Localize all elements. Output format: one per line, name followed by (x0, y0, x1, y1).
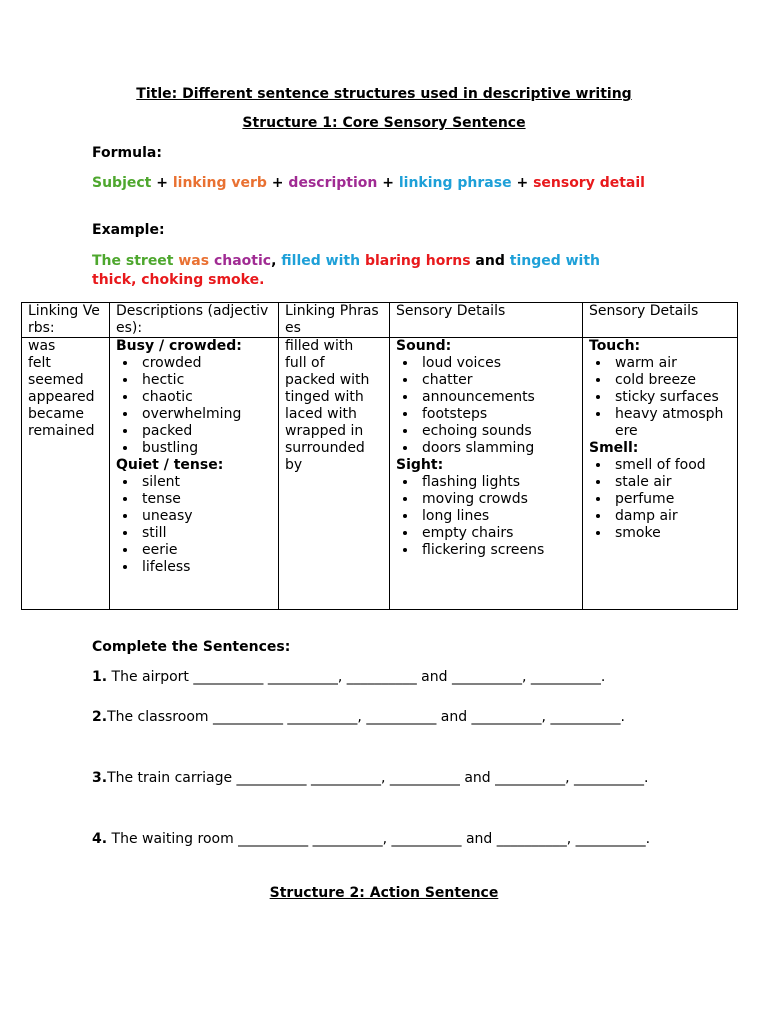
example-description: chaotic (213, 253, 272, 269)
list-item: • announcements (418, 389, 576, 406)
formula-plus: + (266, 175, 289, 191)
sound-list (396, 355, 576, 457)
formula-plus: + (151, 175, 173, 191)
formula-sensory-detail: sensory detail (533, 175, 645, 191)
linking-phrase: packed with (285, 372, 370, 388)
example-detail: thick, choking smoke. (92, 272, 265, 288)
list-item: • tense (138, 491, 272, 508)
list-item: • long lines (418, 508, 576, 525)
example-label: Example: (92, 222, 165, 238)
exercise-number: 2. (92, 709, 108, 725)
exercise-text: The waiting room __________ __________, __________ and __________, __________. (107, 831, 651, 847)
list-item: • chatter (418, 372, 576, 389)
list-item: • silent (138, 474, 272, 491)
formula-plus: + (377, 175, 399, 191)
example-comma: , (271, 253, 282, 269)
exercise-text: The classroom __________ __________, __________ and __________, __________. (107, 709, 625, 725)
exercise-1 (92, 668, 682, 687)
list-item: • heavy atmosphere (611, 406, 731, 440)
touch-list (589, 355, 731, 440)
list-item: • hectic (138, 372, 272, 389)
formula-subject: Subject (92, 175, 152, 191)
list-item: • still (138, 525, 272, 542)
list-item: • perfume (611, 491, 731, 508)
example-phrase: tinged with (509, 253, 601, 269)
example-and: and (470, 253, 510, 269)
table-header: Linking Phrases (279, 303, 390, 338)
complete-heading: Complete the Sentences: (92, 639, 291, 655)
list-item: • uneasy (138, 508, 272, 525)
list-item: • bustling (138, 440, 272, 457)
exercise-number: 4. (92, 831, 108, 847)
exercise-number: 3. (92, 770, 108, 786)
linking-verb: became (28, 406, 85, 422)
table-header: Sensory Details (390, 303, 583, 338)
formula-label: Formula: (92, 145, 162, 161)
table-header: Linking Verbs: (22, 303, 110, 338)
formula-description: description (288, 175, 378, 191)
example-subject: The street (92, 253, 174, 269)
list-item: • smell of food (611, 457, 731, 474)
list-item: • sticky surfaces (611, 389, 731, 406)
list-item: • echoing sounds (418, 423, 576, 440)
exercise-4 (92, 825, 682, 854)
linking-phrase: surrounded by (285, 440, 365, 473)
exercise-text: The train carriage __________ __________, __________ and __________, __________. (107, 770, 649, 786)
example-verb: was (173, 253, 214, 269)
linking-phrase: laced with (285, 406, 357, 422)
example-phrase: filled with (281, 253, 365, 269)
structure-2-heading: Structure 2: Action Sentence (269, 885, 499, 901)
exercise-2 (92, 703, 682, 732)
list-item: • flickering screens (418, 542, 576, 559)
linking-verb: felt (28, 355, 51, 371)
list-item: • warm air (611, 355, 731, 372)
list-item: • eerie (138, 542, 272, 559)
linking-verb: appeared (28, 389, 95, 405)
exercise-3 (92, 764, 682, 793)
list-item: • chaotic (138, 389, 272, 406)
smell-heading: Smell: (589, 440, 639, 456)
formula-plus: + (511, 175, 534, 191)
example-detail: blaring horns (364, 253, 471, 269)
formula-line (92, 174, 682, 193)
exercise-text: The airport __________ __________, __________ and __________, __________. (107, 669, 606, 685)
quiet-list (116, 474, 272, 576)
word-bank-table (21, 302, 738, 610)
linking-verbs-cell (22, 338, 110, 610)
linking-phrase: full of (285, 355, 325, 371)
list-item: • moving crowds (418, 491, 576, 508)
sensory-details-cell-1 (390, 338, 583, 610)
list-item: • doors slamming (418, 440, 576, 457)
linking-verb: was (28, 338, 56, 354)
sight-heading: Sight: (396, 457, 444, 473)
list-item: • smoke (611, 525, 731, 542)
list-item: • empty chairs (418, 525, 576, 542)
list-item: • loud voices (418, 355, 576, 372)
linking-phrase: wrapped in (285, 423, 364, 439)
list-item: • stale air (611, 474, 731, 491)
quiet-heading: Quiet / tense: (116, 457, 224, 473)
linking-verb: seemed (28, 372, 84, 388)
page-title: Title: Different sentence structures used in descriptive writing (136, 86, 632, 102)
linking-phrase: tinged with (285, 389, 364, 405)
list-item: • overwhelming (138, 406, 272, 423)
linking-phrase: filled with (285, 338, 354, 354)
example-line (92, 252, 682, 290)
structure-1-heading: Structure 1: Core Sensory Sentence (242, 115, 526, 131)
list-item: • footsteps (418, 406, 576, 423)
list-item: • lifeless (138, 559, 272, 576)
table-header: Sensory Details (583, 303, 738, 338)
formula-linking-verb: linking verb (172, 175, 267, 191)
smell-list (589, 457, 731, 542)
busy-list (116, 355, 272, 457)
table-header: Descriptions (adjectives): (110, 303, 279, 338)
busy-heading: Busy / crowded: (116, 338, 242, 354)
sight-list (396, 474, 576, 559)
descriptions-cell (110, 338, 279, 610)
linking-verb: remained (28, 423, 95, 439)
list-item: • flashing lights (418, 474, 576, 491)
linking-phrases-cell (279, 338, 390, 610)
list-item: • cold breeze (611, 372, 731, 389)
touch-heading: Touch: (589, 338, 641, 354)
table-header-row (22, 303, 738, 338)
table-body-row (22, 338, 738, 610)
formula-linking-phrase: linking phrase (398, 175, 512, 191)
sensory-details-cell-2 (583, 338, 738, 610)
list-item: • crowded (138, 355, 272, 372)
list-item: • damp air (611, 508, 731, 525)
exercise-number: 1. (92, 669, 108, 685)
list-item: • packed (138, 423, 272, 440)
sound-heading: Sound: (396, 338, 452, 354)
